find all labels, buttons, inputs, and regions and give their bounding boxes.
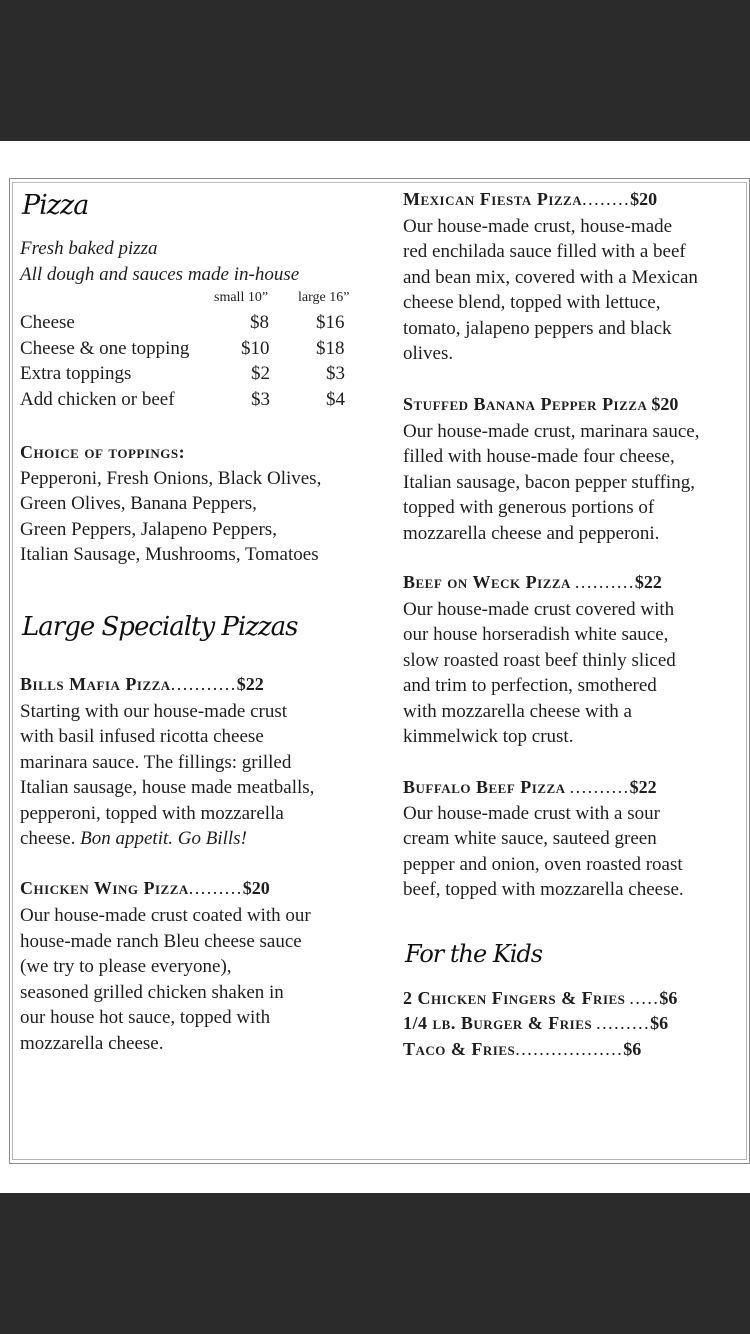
price-item-cheese: Cheese: [20, 312, 75, 333]
kids-item-taco: [403, 1039, 641, 1060]
beef-on-weck-price: $22: [634, 572, 662, 592]
bills-mafia-name: Bills Mafia Pizza: [20, 674, 171, 694]
buffalo-beef-dots: ..........: [569, 777, 630, 797]
buffalo-beef-line-1: Our house-made crust with a sour: [403, 803, 660, 824]
beef-on-weck-name: Beef on Weck Pizza: [403, 572, 571, 592]
mexican-fiesta-title: [403, 189, 657, 210]
toppings-heading: Choice of toppings:: [20, 442, 186, 462]
chicken-wing-line-4: seasoned grilled chicken shaken in: [20, 982, 284, 1003]
toppings-line-3: Green Peppers, Jalapeno Peppers,: [20, 519, 277, 540]
buffalo-beef-name: Buffalo Beef Pizza: [403, 777, 566, 797]
mexican-fiesta-line-3: and bean mix, covered with a Mexican: [403, 267, 698, 288]
bills-mafia-line-5: pepperoni, topped with mozzarella: [20, 803, 284, 824]
price-large-extra-toppings: $3: [326, 363, 345, 384]
price-small-cheese: $8: [250, 312, 269, 333]
mexican-fiesta-line-2: red enchilada sauce filled with a beef: [403, 241, 686, 262]
chicken-wing-price: $20: [242, 878, 270, 898]
banana-pepper-line-5: mozzarella cheese and pepperoni.: [403, 523, 660, 544]
kids-item-price: $6: [659, 988, 678, 1008]
chicken-wing-line-3: (we try to please everyone),: [20, 956, 232, 977]
kids-item-dots: .........: [596, 1013, 651, 1033]
banana-pepper-line-2: filled with house-made four cheese,: [403, 446, 675, 467]
intro-line-1: Fresh baked pizza: [20, 238, 158, 259]
chicken-wing-line-1: Our house-made crust coated with our: [20, 905, 311, 926]
beef-on-weck-line-4: and trim to perfection, smothered: [403, 675, 657, 696]
intro-line-2: All dough and sauces made in-house: [20, 264, 300, 285]
chicken-wing-title: [20, 878, 270, 899]
chicken-wing-name: Chicken Wing Pizza: [20, 878, 189, 898]
price-large-one-topping: $18: [316, 338, 345, 359]
buffalo-beef-line-3: pepper and onion, oven roasted roast: [403, 854, 683, 875]
mexican-fiesta-line-5: tomato, jalapeno peppers and black: [403, 318, 672, 339]
bills-mafia-dots: ...........: [170, 674, 237, 694]
chicken-wing-line-2: house-made ranch Bleu cheese sauce: [20, 931, 302, 952]
kids-item-price: $6: [623, 1039, 642, 1059]
bottom-dark-bar: [0, 1193, 750, 1334]
price-small-one-topping: $10: [241, 338, 270, 359]
bills-mafia-title: [20, 674, 264, 695]
kids-item-burger: [403, 1013, 668, 1034]
kids-item-chicken-fingers: [403, 988, 677, 1009]
price-small-add-chicken: $3: [251, 389, 270, 410]
toppings-line-2: Green Olives, Banana Peppers,: [20, 493, 257, 514]
mexican-fiesta-dots: ........: [582, 189, 631, 209]
chicken-wing-line-5: our house hot sauce, topped with: [20, 1007, 271, 1028]
banana-pepper-price: $20: [651, 394, 679, 414]
price-large-cheese: $16: [316, 312, 345, 333]
banana-pepper-line-3: Italian sausage, bacon pepper stuffing,: [403, 472, 695, 493]
mexican-fiesta-line-4: cheese blend, topped with lettuce,: [403, 292, 661, 313]
buffalo-beef-line-2: cream white sauce, sauteed green: [403, 828, 657, 849]
mexican-fiesta-name: Mexican Fiesta Pizza: [403, 189, 583, 209]
toppings-line-4: Italian Sausage, Mushrooms, Tomatoes: [20, 544, 319, 565]
specialty-heading: Large Specialty Pizzas: [22, 612, 298, 642]
price-small-extra-toppings: $2: [251, 363, 270, 384]
kids-item-dots: .....: [629, 988, 660, 1008]
buffalo-beef-title: [403, 777, 657, 798]
toppings-line-1: Pepperoni, Fresh Onions, Black Olives,: [20, 468, 322, 489]
kids-item-dots: ..................: [515, 1039, 624, 1059]
kids-item-name: 1/4 lb. Burger & Fries: [403, 1013, 593, 1033]
bills-mafia-line-3: marinara sauce. The fillings: grilled: [20, 752, 292, 773]
kids-item-price: $6: [650, 1013, 669, 1033]
kids-heading: For the Kids: [405, 940, 543, 968]
chicken-wing-dots: .........: [188, 878, 243, 898]
beef-on-weck-line-1: Our house-made crust covered with: [403, 599, 675, 620]
banana-pepper-line-4: topped with generous portions of: [403, 497, 655, 518]
bills-mafia-line-6: [20, 826, 247, 852]
beef-on-weck-line-2: our house horseradish white sauce,: [403, 624, 669, 645]
size-header-small: small 10”: [214, 290, 269, 305]
size-header-large: large 16”: [298, 290, 350, 305]
beef-on-weck-title: [403, 572, 662, 593]
bills-mafia-tagline: Bon appetit. Go Bills!: [80, 828, 247, 849]
beef-on-weck-line-5: with mozzarella cheese with a: [403, 701, 632, 722]
banana-pepper-title: [403, 394, 678, 415]
bills-mafia-line-4: Italian sausage, house made meatballs,: [20, 777, 315, 798]
top-dark-bar: [0, 0, 750, 141]
banana-pepper-line-1: Our house-made crust, marinara sauce,: [403, 421, 700, 442]
bills-mafia-price: $22: [236, 674, 264, 694]
price-item-add-chicken: Add chicken or beef: [20, 389, 175, 410]
beef-on-weck-line-3: slow roasted roast beef thinly sliced: [403, 650, 676, 671]
pizza-heading: Pizza: [22, 190, 89, 221]
mexican-fiesta-line-1: Our house-made crust, house-made: [403, 216, 673, 237]
price-item-extra-toppings: Extra toppings: [20, 363, 132, 384]
mexican-fiesta-line-6: olives.: [403, 343, 454, 364]
mexican-fiesta-price: $20: [630, 189, 658, 209]
bills-mafia-line-2: with basil infused ricotta cheese: [20, 726, 264, 747]
price-item-one-topping: Cheese & one topping: [20, 338, 190, 359]
chicken-wing-line-6: mozzarella cheese.: [20, 1033, 164, 1054]
bills-mafia-line-1: Starting with our house-made crust: [20, 701, 288, 722]
price-large-add-chicken: $4: [326, 389, 345, 410]
bills-mafia-line-6-text: cheese.: [20, 828, 76, 849]
kids-item-name: 2 Chicken Fingers & Fries: [403, 988, 626, 1008]
banana-pepper-name: Stuffed Banana Pepper Pizza: [403, 394, 648, 414]
kids-item-name: Taco & Fries: [403, 1039, 516, 1059]
beef-on-weck-line-6: kimmelwick top crust.: [403, 726, 574, 747]
buffalo-beef-price: $22: [629, 777, 657, 797]
buffalo-beef-line-4: beef, topped with mozzarella cheese.: [403, 879, 684, 900]
beef-on-weck-dots: ..........: [574, 572, 635, 592]
